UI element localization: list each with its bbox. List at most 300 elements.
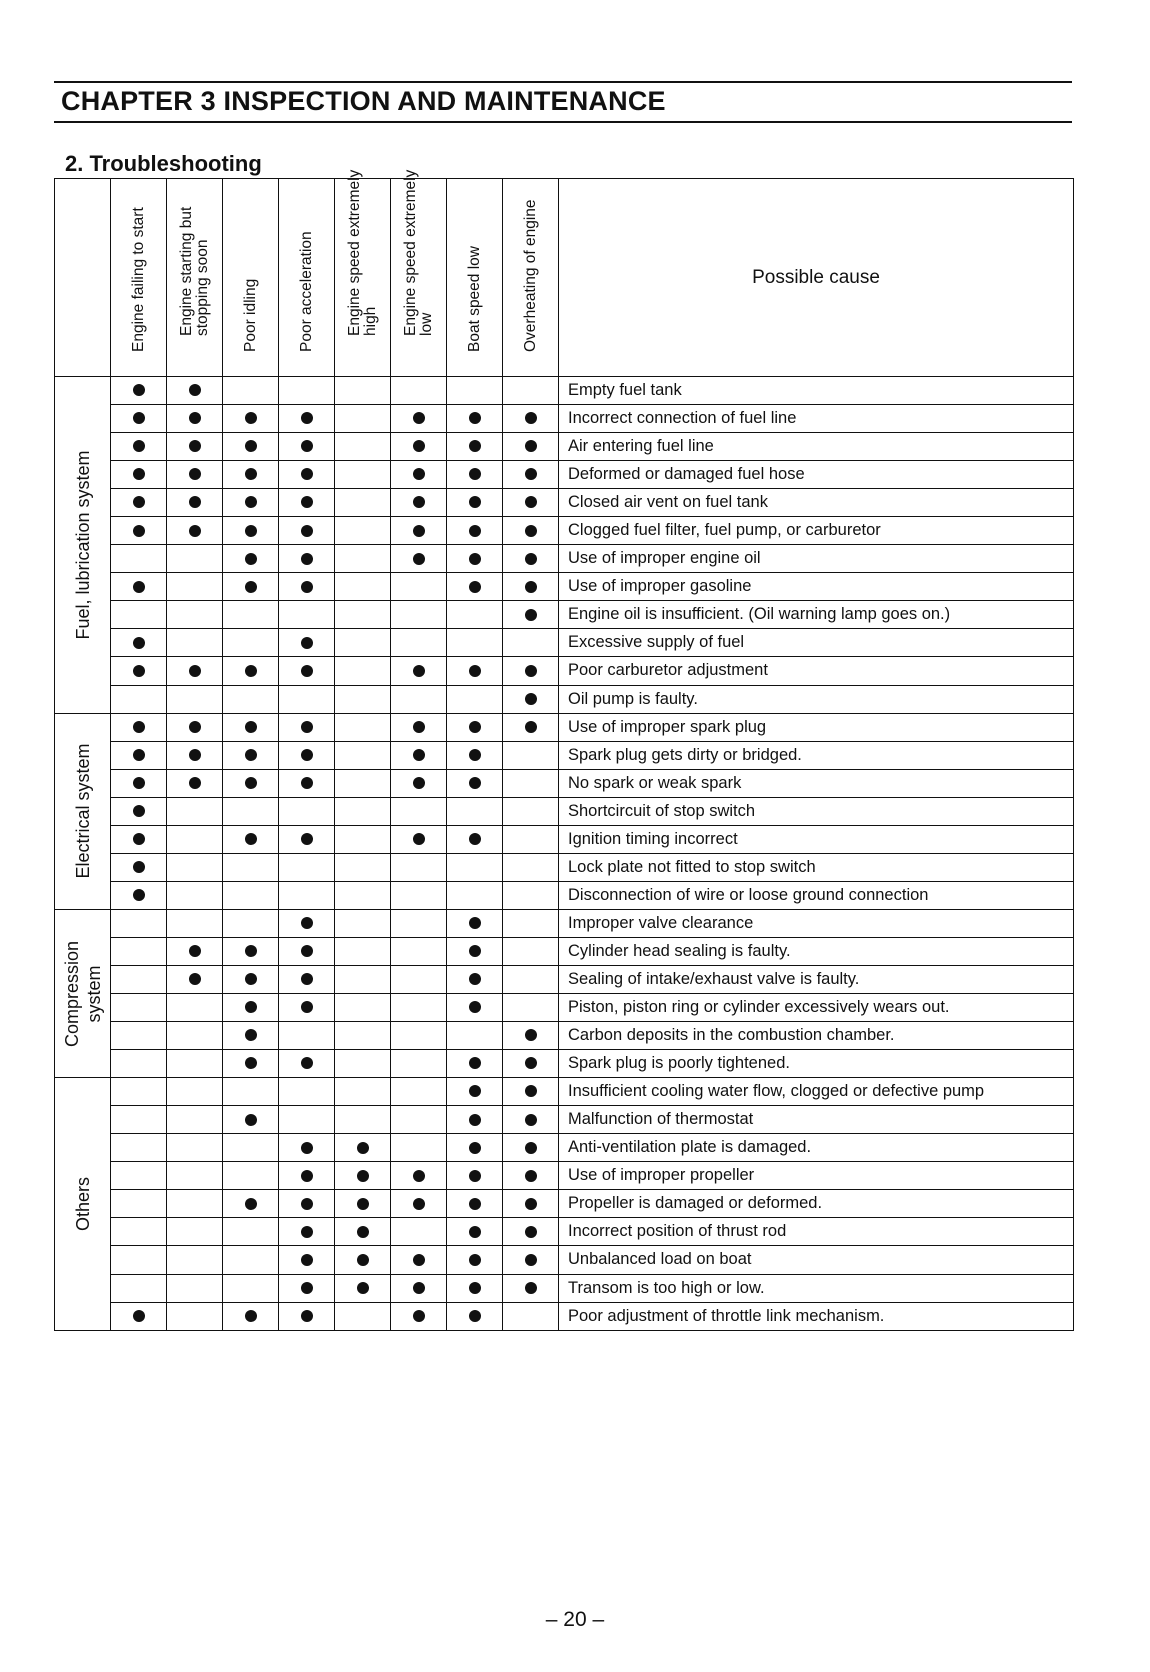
possible-cause-cell: Malfunction of thermostat [559, 1106, 1074, 1134]
symptom-cell [447, 1134, 503, 1162]
symptom-cell [391, 1218, 447, 1246]
symptom-cell [335, 994, 391, 1022]
symptom-cell [335, 1106, 391, 1134]
group-label: Electrical system [72, 743, 93, 879]
mark-dot-icon [469, 749, 481, 761]
table-row [55, 601, 1074, 629]
symptom-cell [503, 1022, 559, 1050]
table-row [55, 881, 1074, 909]
mark-dot-icon [413, 1198, 425, 1210]
table-row [55, 405, 1074, 433]
mark-dot-icon [469, 1170, 481, 1182]
mark-dot-icon [245, 1198, 257, 1210]
mark-dot-icon [245, 1029, 257, 1041]
symptom-cell [279, 517, 335, 545]
mark-dot-icon [133, 581, 145, 593]
mark-dot-icon [469, 777, 481, 789]
symptom-label: Boat speed low [465, 246, 483, 352]
mark-dot-icon [245, 749, 257, 761]
symptom-cell [111, 629, 167, 657]
symptom-cell [167, 377, 223, 405]
mark-dot-icon [357, 1226, 369, 1238]
symptom-cell [503, 965, 559, 993]
symptom-cell [223, 489, 279, 517]
symptom-cell [391, 685, 447, 713]
mark-dot-icon [245, 1001, 257, 1013]
group-label-line: Compression [61, 940, 82, 1047]
symptom-cell [447, 1050, 503, 1078]
symptom-cell [391, 1190, 447, 1218]
mark-dot-icon [525, 440, 537, 452]
symptom-cell [111, 1274, 167, 1302]
table-row [55, 1050, 1074, 1078]
symptom-cell [503, 1134, 559, 1162]
mark-dot-icon [189, 945, 201, 957]
group-label: Others [72, 1176, 93, 1231]
possible-cause-cell: Cylinder head sealing is faulty. [559, 937, 1074, 965]
symptom-cell [223, 797, 279, 825]
mark-dot-icon [245, 973, 257, 985]
symptom-cell [111, 825, 167, 853]
symptom-cell [111, 433, 167, 461]
symptom-cell [223, 657, 279, 685]
symptom-cell [447, 405, 503, 433]
symptom-cell [335, 769, 391, 797]
symptom-cell [279, 685, 335, 713]
symptom-cell [223, 461, 279, 489]
possible-cause-cell: Empty fuel tank [559, 377, 1074, 405]
symptom-cell [223, 601, 279, 629]
symptom-header [447, 179, 503, 377]
symptom-label: Engine speed extremely low [401, 169, 435, 336]
mark-dot-icon [469, 1142, 481, 1154]
symptom-cell [503, 1218, 559, 1246]
symptom-cell [447, 909, 503, 937]
mark-dot-icon [469, 1001, 481, 1013]
symptom-cell [223, 1134, 279, 1162]
symptom-cell [503, 405, 559, 433]
symptom-cell [335, 1162, 391, 1190]
symptom-cell [111, 405, 167, 433]
symptom-cell [503, 909, 559, 937]
mark-dot-icon [245, 1114, 257, 1126]
symptom-cell [391, 461, 447, 489]
symptom-cell [167, 405, 223, 433]
symptom-cell [447, 965, 503, 993]
symptom-cell [223, 545, 279, 573]
mark-dot-icon [301, 525, 313, 537]
header-rule-top [54, 81, 1072, 83]
mark-dot-icon [525, 1114, 537, 1126]
symptom-cell [391, 909, 447, 937]
mark-dot-icon [245, 665, 257, 677]
symptom-cell [503, 1302, 559, 1330]
table-row [55, 629, 1074, 657]
symptom-cell [111, 377, 167, 405]
symptom-cell [335, 713, 391, 741]
mark-dot-icon [469, 440, 481, 452]
mark-dot-icon [413, 1170, 425, 1182]
symptom-cell [167, 1162, 223, 1190]
symptom-cell [167, 713, 223, 741]
mark-dot-icon [469, 945, 481, 957]
symptom-cell [335, 1246, 391, 1274]
symptom-cell [447, 853, 503, 881]
group-label-line: system [83, 965, 104, 1023]
mark-dot-icon [133, 749, 145, 761]
symptom-cell [167, 881, 223, 909]
mark-dot-icon [189, 749, 201, 761]
mark-dot-icon [301, 1142, 313, 1154]
symptom-cell [111, 713, 167, 741]
symptom-cell [279, 881, 335, 909]
table-row [55, 1190, 1074, 1218]
symptom-cell [279, 461, 335, 489]
mark-dot-icon [469, 1254, 481, 1266]
symptom-cell [111, 853, 167, 881]
possible-cause-cell: Lock plate not fitted to stop switch [559, 853, 1074, 881]
table-row [55, 1134, 1074, 1162]
table-body [55, 377, 1074, 1331]
symptom-cell [223, 1106, 279, 1134]
symptom-cell [279, 657, 335, 685]
mark-dot-icon [133, 665, 145, 677]
mark-dot-icon [469, 1226, 481, 1238]
symptom-cell [167, 1134, 223, 1162]
mark-dot-icon [525, 496, 537, 508]
symptom-cell [279, 1022, 335, 1050]
table-row [55, 657, 1074, 685]
symptom-header [167, 179, 223, 377]
symptom-cell [279, 1218, 335, 1246]
symptom-cell [167, 461, 223, 489]
mark-dot-icon [525, 1085, 537, 1097]
symptom-cell [391, 377, 447, 405]
symptom-cell [279, 545, 335, 573]
group-cell [55, 909, 111, 1077]
symptom-cell [335, 461, 391, 489]
symptom-cell [391, 657, 447, 685]
symptom-cell [223, 405, 279, 433]
table-row [55, 825, 1074, 853]
table-row [55, 461, 1074, 489]
mark-dot-icon [525, 1282, 537, 1294]
mark-dot-icon [189, 412, 201, 424]
symptom-cell [447, 517, 503, 545]
possible-cause-cell: Excessive supply of fuel [559, 629, 1074, 657]
mark-dot-icon [469, 1310, 481, 1322]
symptom-cell [279, 573, 335, 601]
symptom-cell [335, 1190, 391, 1218]
symptom-cell [447, 573, 503, 601]
symptom-cell [279, 629, 335, 657]
possible-cause-cell: Transom is too high or low. [559, 1274, 1074, 1302]
symptom-cell [503, 1274, 559, 1302]
table-row [55, 1022, 1074, 1050]
symptom-cell [503, 797, 559, 825]
symptom-cell [111, 601, 167, 629]
mark-dot-icon [133, 412, 145, 424]
possible-cause-cell: Air entering fuel line [559, 433, 1074, 461]
symptom-cell [223, 881, 279, 909]
mark-dot-icon [245, 1310, 257, 1322]
mark-dot-icon [133, 805, 145, 817]
group-label [61, 941, 105, 1047]
table-row [55, 1274, 1074, 1302]
symptom-cell [167, 1302, 223, 1330]
mark-dot-icon [133, 777, 145, 789]
mark-dot-icon [469, 1114, 481, 1126]
mark-dot-icon [301, 973, 313, 985]
table-row [55, 713, 1074, 741]
mark-dot-icon [525, 525, 537, 537]
mark-dot-icon [133, 440, 145, 452]
mark-dot-icon [413, 777, 425, 789]
mark-dot-icon [133, 525, 145, 537]
symptom-cell [391, 1022, 447, 1050]
symptom-cell [503, 825, 559, 853]
symptom-cell [111, 1022, 167, 1050]
mark-dot-icon [245, 468, 257, 480]
mark-dot-icon [525, 553, 537, 565]
symptom-cell [111, 1078, 167, 1106]
symptom-cell [503, 881, 559, 909]
mark-dot-icon [357, 1254, 369, 1266]
symptom-cell [335, 1274, 391, 1302]
mark-dot-icon [245, 777, 257, 789]
symptom-cell [335, 517, 391, 545]
symptom-cell [223, 1302, 279, 1330]
symptom-cell [335, 545, 391, 573]
mark-dot-icon [469, 833, 481, 845]
mark-dot-icon [357, 1282, 369, 1294]
mark-dot-icon [413, 721, 425, 733]
symptom-cell [223, 1190, 279, 1218]
mark-dot-icon [525, 468, 537, 480]
possible-cause-cell: Use of improper gasoline [559, 573, 1074, 601]
table-row [55, 545, 1074, 573]
symptom-cell [111, 1302, 167, 1330]
possible-cause-cell: Clogged fuel filter, fuel pump, or carburetor [559, 517, 1074, 545]
symptom-cell [223, 937, 279, 965]
symptom-cell [335, 1022, 391, 1050]
possible-cause-cell: Use of improper propeller [559, 1162, 1074, 1190]
symptom-cell [503, 545, 559, 573]
mark-dot-icon [301, 1001, 313, 1013]
symptom-cell [391, 965, 447, 993]
mark-dot-icon [245, 553, 257, 565]
mark-dot-icon [301, 1170, 313, 1182]
table-row [55, 377, 1074, 405]
mark-dot-icon [525, 1170, 537, 1182]
mark-dot-icon [133, 384, 145, 396]
mark-dot-icon [133, 1310, 145, 1322]
symptom-cell [391, 573, 447, 601]
symptom-cell [391, 825, 447, 853]
symptom-cell [279, 797, 335, 825]
section-title: 2. Troubleshooting [65, 151, 262, 176]
symptom-cell [447, 994, 503, 1022]
symptom-header [223, 179, 279, 377]
table-row [55, 965, 1074, 993]
possible-cause-cell: Insufficient cooling water flow, clogged or defective pump [559, 1078, 1074, 1106]
possible-cause-cell: Spark plug gets dirty or bridged. [559, 741, 1074, 769]
mark-dot-icon [469, 917, 481, 929]
possible-cause-cell: Anti-ventilation plate is damaged. [559, 1134, 1074, 1162]
possible-cause-cell: Use of improper engine oil [559, 545, 1074, 573]
mark-dot-icon [413, 496, 425, 508]
symptom-cell [279, 713, 335, 741]
mark-dot-icon [245, 525, 257, 537]
mark-dot-icon [301, 468, 313, 480]
symptom-cell [335, 433, 391, 461]
symptom-label: Poor idling [241, 278, 259, 352]
mark-dot-icon [413, 468, 425, 480]
symptom-cell [447, 1078, 503, 1106]
symptom-cell [391, 1106, 447, 1134]
symptom-cell [335, 797, 391, 825]
symptom-cell [447, 1190, 503, 1218]
mark-dot-icon [245, 945, 257, 957]
mark-dot-icon [525, 1057, 537, 1069]
mark-dot-icon [301, 833, 313, 845]
symptom-cell [391, 629, 447, 657]
symptom-cell [111, 1106, 167, 1134]
table-row [55, 1106, 1074, 1134]
symptom-cell [111, 909, 167, 937]
symptom-cell [503, 573, 559, 601]
symptom-cell [335, 1134, 391, 1162]
symptom-cell [447, 629, 503, 657]
symptom-cell [391, 405, 447, 433]
table-row [55, 517, 1074, 545]
mark-dot-icon [301, 1282, 313, 1294]
mark-dot-icon [133, 721, 145, 733]
mark-dot-icon [301, 1310, 313, 1322]
symptom-cell [279, 1190, 335, 1218]
symptom-cell [223, 909, 279, 937]
symptom-cell [335, 937, 391, 965]
mark-dot-icon [133, 496, 145, 508]
mark-dot-icon [245, 440, 257, 452]
mark-dot-icon [413, 412, 425, 424]
symptom-cell [335, 685, 391, 713]
mark-dot-icon [469, 1085, 481, 1097]
symptom-cell [391, 797, 447, 825]
symptom-cell [111, 1190, 167, 1218]
mark-dot-icon [469, 1282, 481, 1294]
symptom-cell [503, 461, 559, 489]
mark-dot-icon [525, 1142, 537, 1154]
mark-dot-icon [301, 917, 313, 929]
mark-dot-icon [413, 749, 425, 761]
symptom-header [391, 169, 447, 377]
symptom-cell [391, 853, 447, 881]
symptom-cell [111, 1218, 167, 1246]
mark-dot-icon [525, 721, 537, 733]
mark-dot-icon [469, 665, 481, 677]
troubleshooting-table [54, 169, 1074, 1331]
symptom-cell [279, 965, 335, 993]
mark-dot-icon [525, 1198, 537, 1210]
symptom-cell [335, 601, 391, 629]
mark-dot-icon [357, 1170, 369, 1182]
symptom-cell [503, 1190, 559, 1218]
mark-dot-icon [525, 665, 537, 677]
symptom-cell [167, 741, 223, 769]
symptom-cell [223, 433, 279, 461]
group-cell [55, 1078, 111, 1330]
mark-dot-icon [301, 1254, 313, 1266]
symptom-cell [111, 937, 167, 965]
symptom-cell [391, 1274, 447, 1302]
symptom-cell [335, 1050, 391, 1078]
symptom-cell [279, 1246, 335, 1274]
symptom-cell [447, 825, 503, 853]
symptom-cell [111, 881, 167, 909]
symptom-cell [223, 573, 279, 601]
mark-dot-icon [301, 496, 313, 508]
mark-dot-icon [469, 581, 481, 593]
symptom-cell [111, 1246, 167, 1274]
symptom-cell [335, 853, 391, 881]
symptom-cell [279, 1106, 335, 1134]
table-row [55, 909, 1074, 937]
mark-dot-icon [189, 496, 201, 508]
symptom-cell [447, 601, 503, 629]
mark-dot-icon [301, 412, 313, 424]
symptom-cell [503, 741, 559, 769]
symptom-cell [279, 853, 335, 881]
mark-dot-icon [301, 777, 313, 789]
symptom-cell [447, 1246, 503, 1274]
possible-cause-cell: Spark plug is poorly tightened. [559, 1050, 1074, 1078]
symptom-cell [167, 825, 223, 853]
symptom-cell [447, 797, 503, 825]
possible-cause-cell: Deformed or damaged fuel hose [559, 461, 1074, 489]
symptom-cell [503, 629, 559, 657]
possible-cause-cell: Propeller is damaged or deformed. [559, 1190, 1074, 1218]
symptom-cell [335, 1302, 391, 1330]
mark-dot-icon [133, 468, 145, 480]
mark-dot-icon [357, 1142, 369, 1154]
symptom-cell [335, 909, 391, 937]
symptom-cell [279, 433, 335, 461]
mark-dot-icon [525, 581, 537, 593]
symptom-cell [391, 433, 447, 461]
symptom-cell [391, 769, 447, 797]
mark-dot-icon [469, 973, 481, 985]
mark-dot-icon [301, 749, 313, 761]
symptom-cell [111, 489, 167, 517]
chapter-title: CHAPTER 3 INSPECTION AND MAINTENANCE [61, 86, 666, 116]
symptom-cell [167, 657, 223, 685]
symptom-cell [503, 685, 559, 713]
symptom-cell [223, 1162, 279, 1190]
table-row [55, 685, 1074, 713]
mark-dot-icon [469, 1198, 481, 1210]
mark-dot-icon [301, 440, 313, 452]
symptom-cell [223, 629, 279, 657]
possible-cause-cell: Incorrect position of thrust rod [559, 1218, 1074, 1246]
symptom-cell [391, 1302, 447, 1330]
symptom-cell [223, 994, 279, 1022]
symptom-cell [447, 489, 503, 517]
mark-dot-icon [413, 1310, 425, 1322]
symptom-cell [111, 1162, 167, 1190]
symptom-cell [335, 825, 391, 853]
symptom-cell [167, 965, 223, 993]
